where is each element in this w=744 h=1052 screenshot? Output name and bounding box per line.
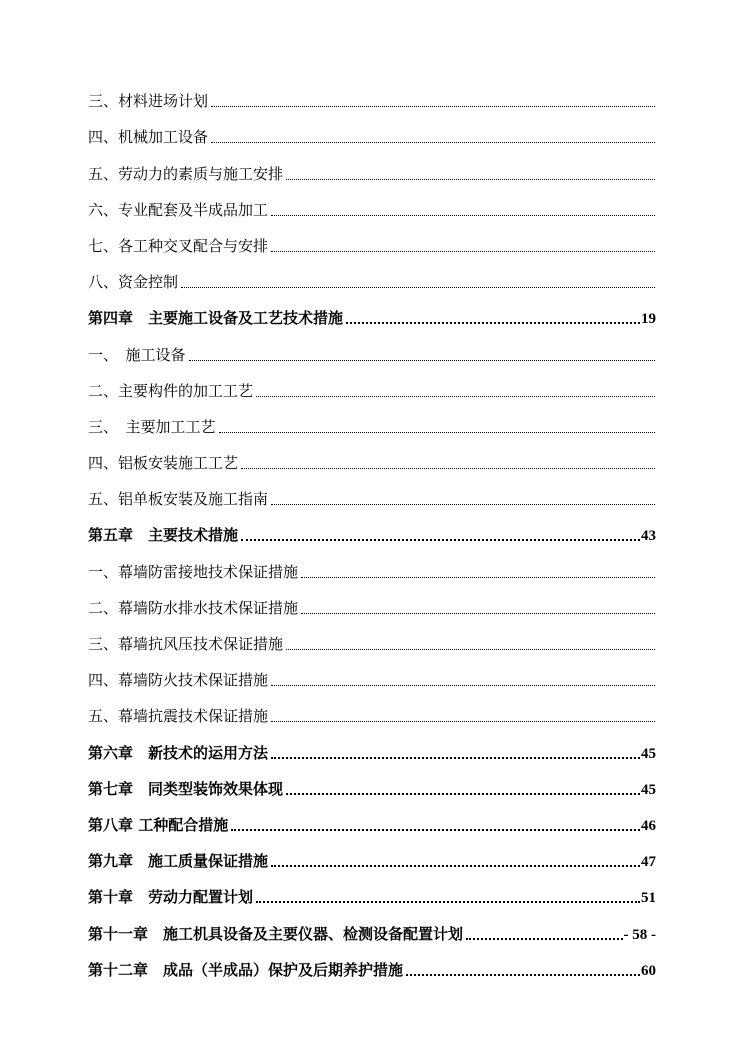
- toc-section-entry[interactable]: [88, 150, 656, 186]
- dot-leader: [211, 105, 655, 107]
- toc-entry-page-number: 47: [641, 854, 656, 871]
- toc-entry-label: 第八章 工种配合措施: [88, 815, 229, 834]
- dot-leader: [346, 321, 640, 324]
- dot-leader: [256, 900, 640, 903]
- toc-entry-label: 第十章 劳动力配置计划: [88, 888, 254, 907]
- dot-leader: [406, 973, 640, 976]
- toc-section-entry[interactable]: [88, 621, 656, 657]
- toc-section-entry[interactable]: [88, 657, 656, 693]
- dot-leader: [301, 576, 655, 578]
- dot-leader: [219, 431, 655, 433]
- toc-entry-label: 八、资金控制: [88, 273, 179, 292]
- toc-entry-label: 二、主要构件的加工工艺: [88, 381, 254, 400]
- toc-entry-label: 四、幕墙防火技术保证措施: [88, 671, 269, 690]
- toc-chapter-entry[interactable]: [88, 910, 656, 946]
- dot-leader: [286, 648, 655, 650]
- toc-entry-page-number: 60: [641, 962, 656, 979]
- dot-leader: [241, 467, 655, 469]
- toc-entry-label: 三、幕墙抗风压技术保证措施: [88, 635, 284, 653]
- toc-section-entry[interactable]: [88, 404, 656, 440]
- toc-entry-label: 第五章 主要技术措施: [88, 526, 239, 545]
- toc-chapter-entry[interactable]: [88, 838, 656, 874]
- toc-entry-label: 第十二章 成品（半成品）保护及后期养护措施: [88, 960, 404, 979]
- toc-entry-page-number: 46: [641, 817, 656, 834]
- toc-section-entry[interactable]: [88, 440, 656, 476]
- toc-entry-label: 第七章 同类型装饰效果体现: [88, 779, 284, 798]
- toc-section-entry[interactable]: [88, 585, 656, 621]
- toc-chapter-entry[interactable]: [88, 766, 656, 802]
- dot-leader: [231, 828, 640, 831]
- toc-entry-page-number: 45: [641, 781, 656, 798]
- dot-leader: [181, 286, 655, 288]
- dot-leader: [466, 937, 622, 940]
- dot-leader: [271, 503, 655, 505]
- toc-entry-label: 五、劳动力的素质与施工安排: [88, 164, 284, 183]
- toc-entry-label: 三、 主要加工工艺: [88, 417, 216, 436]
- toc-chapter-entry[interactable]: [88, 295, 656, 331]
- toc-entry-label: 第九章 施工质量保证措施: [88, 852, 269, 871]
- toc-entry-label: 二、幕墙防水排水技术保证措施: [88, 598, 299, 617]
- dot-leader: [271, 864, 640, 867]
- toc-entry-label: 四、机械加工设备: [88, 128, 209, 147]
- toc-entry-label: 第十一章 施工机具设备及主要仪器、检测设备配置计划: [88, 924, 464, 943]
- toc-chapter-entry[interactable]: [88, 512, 656, 548]
- toc-entry-label: 第六章 新技术的运用方法: [88, 743, 269, 762]
- toc-entry-page-number: - 58 -: [623, 926, 656, 943]
- dot-leader: [286, 178, 655, 180]
- dot-leader: [271, 720, 655, 722]
- toc-chapter-entry[interactable]: [88, 729, 656, 765]
- toc-entry-label: 五、铝单板安装及施工指南: [88, 490, 269, 509]
- toc-entry-page-number: 43: [641, 528, 656, 545]
- dot-leader: [271, 214, 655, 216]
- toc-section-entry[interactable]: [88, 368, 656, 404]
- toc-entry-page-number: 45: [641, 745, 656, 762]
- toc-section-entry[interactable]: [88, 476, 656, 512]
- dot-leader: [271, 250, 655, 252]
- toc-entry-label: 七、各工种交叉配合与安排: [88, 236, 269, 255]
- toc-section-entry[interactable]: [88, 259, 656, 295]
- toc-entry-label: 六、专业配套及半成品加工: [88, 200, 269, 219]
- toc-entry-label: 五、幕墙抗震技术保证措施: [88, 707, 269, 726]
- toc-chapter-entry[interactable]: [88, 802, 656, 838]
- toc-section-entry[interactable]: [88, 331, 656, 367]
- toc-chapter-entry[interactable]: [88, 874, 656, 910]
- dot-leader: [301, 612, 655, 614]
- toc-section-entry[interactable]: [88, 223, 656, 259]
- table-of-contents: [88, 78, 656, 983]
- dot-leader: [211, 141, 655, 143]
- dot-leader: [241, 538, 640, 541]
- dot-leader: [271, 756, 640, 759]
- toc-section-entry[interactable]: [88, 187, 656, 223]
- toc-entry-page-number: 51: [641, 890, 656, 907]
- toc-section-entry[interactable]: [88, 114, 656, 150]
- toc-chapter-entry[interactable]: [88, 947, 656, 983]
- toc-entry-label: 四、铝板安装施工工艺: [88, 454, 239, 473]
- toc-entry-label: 三、材料进场计划: [88, 92, 209, 111]
- dot-leader: [286, 792, 640, 795]
- toc-entry-label: 一、 施工设备: [88, 345, 186, 364]
- toc-section-entry[interactable]: [88, 78, 656, 114]
- dot-leader: [271, 684, 655, 686]
- toc-entry-label: 一、幕墙防雷接地技术保证措施: [88, 562, 299, 581]
- toc-entry-page-number: 19: [641, 311, 656, 328]
- toc-section-entry[interactable]: [88, 693, 656, 729]
- dot-leader: [189, 359, 655, 361]
- toc-section-entry[interactable]: [88, 548, 656, 584]
- toc-entry-label: 第四章 主要施工设备及工艺技术措施: [88, 309, 344, 328]
- dot-leader: [256, 395, 655, 397]
